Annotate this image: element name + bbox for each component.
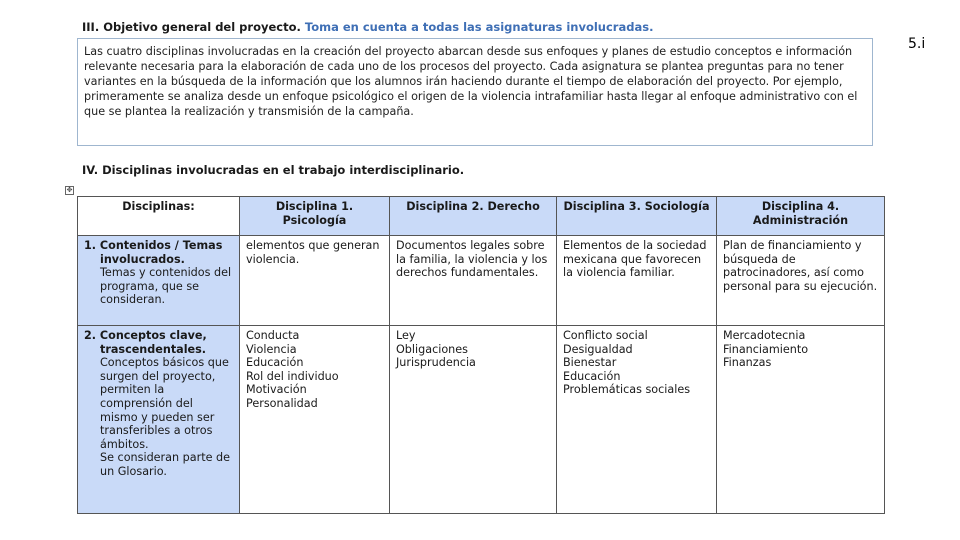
objective-paragraph: Las cuatro disciplinas involucradas en la creación del proyecto abarcan desde sus enfoques y planes de estudio conceptos e información relevante necesaria para la elaboración de cada uno de los procesos del proyecto. Cada asignatura se plantea preguntas para no tener variantes en la búsqueda de la información que los alumnos irán haciendo durante el tiempo de elaboración del proyecto. Por ejemplo, primeramente se analiza desde un enfoque psicológico el origen de la violencia intrafamiliar hasta llegar al enfoque administrativo con el que se plantea la realización y transmisión de la campaña.: [84, 45, 858, 118]
row1-description: Temas y contenidos del programa, que se consideran.: [100, 266, 232, 307]
header-administracion: [717, 197, 885, 236]
section-3-heading-note: Toma en cuenta a todas las asignaturas involucradas.: [304, 20, 654, 34]
header-psicologia-line2: Psicología: [282, 213, 347, 227]
disciplines-table: [77, 196, 885, 514]
concept-item: Educación: [246, 356, 304, 370]
concept-item: Motivación: [246, 383, 307, 397]
concept-item: Conducta: [246, 329, 300, 342]
concept-item: Problemáticas sociales: [563, 383, 691, 397]
concept-item: Educación: [563, 369, 621, 383]
row1-title-line2: involucrados.: [100, 252, 185, 266]
concept-item: Bienestar: [563, 356, 617, 370]
row2-description-glosario: Se consideran parte de un Glosario.: [100, 451, 231, 478]
concept-item: Desigualdad: [563, 342, 633, 356]
row2-description: Conceptos básicos que surgen del proyecto, permiten la comprensión del mismo y pueden ser transferibles a otros ámbitos.: [100, 356, 229, 451]
concept-item: Personalidad: [246, 396, 318, 410]
cell-conceptos-sociologia[interactable]: [557, 326, 717, 514]
slide-number: 5.i: [908, 36, 926, 52]
table-row-contenidos: [78, 236, 885, 326]
concept-item: Rol del individuo: [246, 369, 339, 383]
row-title-contenidos: [78, 236, 240, 326]
concept-item: Conflicto social: [563, 329, 648, 342]
cell-contenidos-administracion[interactable]: Plan de financiamiento y búsqueda de patrocinadores, así como personal para su ejecución.: [717, 236, 885, 326]
objective-text-box[interactable]: [77, 38, 873, 146]
section-3-heading-title: III. Objetivo general del proyecto.: [82, 20, 301, 34]
header-psicologia: [240, 197, 390, 236]
cell-conceptos-derecho[interactable]: [390, 326, 557, 514]
concept-item: Jurisprudencia: [396, 356, 476, 370]
cell-conceptos-psicologia[interactable]: [240, 326, 390, 514]
row2-title-line2: trascendentales.: [100, 342, 207, 356]
concept-item: Obligaciones: [396, 342, 468, 356]
concept-item: Mercadotecnia: [723, 329, 806, 342]
cell-contenidos-sociologia[interactable]: Elementos de la sociedad mexicana que favorecen la violencia familiar.: [557, 236, 717, 326]
concept-item: Ley: [396, 329, 416, 342]
concept-item: Finanzas: [723, 356, 772, 370]
concept-item: Financiamiento: [723, 342, 809, 356]
row2-title-line1: 2. Conceptos clave,: [84, 329, 207, 342]
header-sociologia: Disciplina 3. Sociología: [557, 197, 717, 236]
table-header-row: [78, 197, 885, 236]
header-disciplinas: Disciplinas:: [78, 197, 240, 236]
table-row-conceptos: [78, 326, 885, 514]
cell-contenidos-derecho[interactable]: Documentos legales sobre la familia, la violencia y los derechos fundamentales.: [390, 236, 557, 326]
row-title-conceptos: [78, 326, 240, 514]
row1-title-line1: 1. Contenidos / Temas: [84, 239, 223, 252]
header-administracion-line2: Administración: [752, 213, 849, 227]
header-psicologia-line1: Disciplina 1.: [275, 200, 354, 213]
concept-item: Violencia: [246, 342, 297, 356]
header-administracion-line1: Disciplina 4.: [761, 200, 840, 213]
section-3-heading: [82, 20, 653, 34]
section-4-heading: IV. Disciplinas involucradas en el trabajo interdisciplinario.: [82, 163, 465, 177]
table-move-handle-icon[interactable]: ✥: [66, 186, 73, 194]
cell-contenidos-psicologia[interactable]: elementos que generan violencia.: [240, 236, 390, 326]
header-derecho: Disciplina 2. Derecho: [390, 197, 557, 236]
cell-conceptos-administracion[interactable]: [717, 326, 885, 514]
